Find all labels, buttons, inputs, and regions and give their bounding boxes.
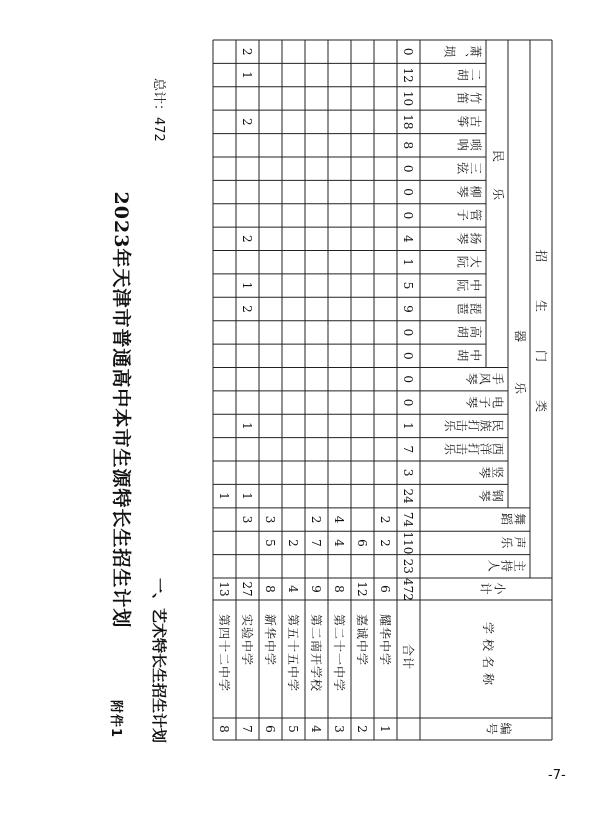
column-header: 三弦 bbox=[456, 160, 482, 175]
data-cell: 0 bbox=[401, 398, 416, 407]
data-cell: 4 bbox=[401, 235, 416, 243]
column-header: 管子 bbox=[456, 207, 482, 222]
row-number: 6 bbox=[263, 725, 278, 733]
header-school: 学校名称 bbox=[481, 622, 495, 691]
data-cell: 1 bbox=[401, 422, 416, 430]
data-cell: 1 bbox=[240, 71, 255, 79]
school-name: 第二南开学校 bbox=[309, 614, 324, 693]
data-cell: 0 bbox=[401, 351, 416, 360]
data-cell: 0 bbox=[401, 47, 416, 56]
header-instrument: 器乐 bbox=[513, 330, 527, 435]
column-header: 大阮 bbox=[456, 254, 482, 269]
column-header: 柳琴 bbox=[456, 184, 482, 199]
column-header: 扬琴 bbox=[456, 230, 482, 245]
row-number: 8 bbox=[217, 725, 232, 733]
data-cell: 74 bbox=[401, 511, 416, 528]
data-cell: 9 bbox=[401, 305, 416, 313]
data-cell: 1 bbox=[240, 422, 255, 430]
subtotal-cell: 27 bbox=[240, 581, 255, 597]
data-cell: 2 bbox=[240, 235, 255, 243]
row-number: 2 bbox=[355, 725, 370, 733]
data-cell: 4 bbox=[332, 539, 347, 547]
data-cell: 10 bbox=[401, 90, 416, 107]
school-name: 第五十五中学 bbox=[286, 614, 301, 693]
row-number: 1 bbox=[378, 725, 393, 733]
data-cell: 7 bbox=[401, 445, 416, 454]
data-cell: 2 bbox=[240, 118, 255, 126]
data-cell: 2 bbox=[378, 539, 393, 547]
data-cell: 2 bbox=[309, 515, 324, 524]
column-header: 西洋打击乐 bbox=[444, 441, 504, 456]
data-cell: 3 bbox=[240, 515, 255, 524]
data-cell: 1 bbox=[240, 492, 255, 500]
data-cell: 23 bbox=[401, 558, 416, 574]
data-cell: 3 bbox=[401, 468, 416, 477]
row-number: 4 bbox=[309, 725, 324, 733]
header-no: 编号 bbox=[484, 721, 512, 735]
subtotal-cell: 13 bbox=[217, 581, 232, 597]
data-cell: 7 bbox=[309, 539, 324, 547]
column-header: 唢呐 bbox=[456, 137, 482, 152]
column-header: 钢琴 bbox=[478, 488, 504, 503]
page-title: 2023年天津市普通高中本市生源特长生招生计划 bbox=[110, 191, 132, 629]
school-name: 耀华中学 bbox=[378, 614, 393, 667]
data-cell: 4 bbox=[332, 515, 347, 524]
data-cell: 3 bbox=[263, 515, 278, 524]
subtotal-cell: 6 bbox=[378, 585, 393, 593]
subtotal-cell: 8 bbox=[332, 585, 347, 593]
school-name: 新华中学 bbox=[263, 614, 278, 667]
row-number: 7 bbox=[240, 725, 255, 733]
data-cell: 5 bbox=[263, 539, 278, 547]
data-cell: 1 bbox=[217, 492, 232, 500]
data-cell: 1 bbox=[401, 258, 416, 267]
school-name: 实验中学 bbox=[240, 614, 255, 667]
summary-label: 合计 bbox=[401, 644, 416, 671]
header-folk: 民乐 bbox=[491, 150, 505, 227]
data-cell: 0 bbox=[401, 164, 416, 173]
data-cell: 0 bbox=[401, 188, 416, 196]
data-cell: 1 bbox=[240, 281, 255, 290]
column-header: 声乐 bbox=[500, 534, 526, 549]
row-number: 3 bbox=[332, 725, 347, 733]
data-cell: 110 bbox=[401, 531, 416, 555]
subtotal-cell: 12 bbox=[355, 581, 370, 597]
data-cell: 18 bbox=[401, 114, 416, 130]
column-header: 主持人 bbox=[487, 558, 526, 573]
school-name: 第二十一中学 bbox=[332, 614, 347, 693]
data-cell: 0 bbox=[401, 211, 416, 220]
column-header: 高胡 bbox=[456, 324, 482, 339]
data-cell: 2 bbox=[240, 305, 255, 313]
data-cell: 2 bbox=[286, 539, 301, 547]
data-cell: 6 bbox=[355, 539, 370, 547]
page-number: -7- bbox=[548, 768, 566, 783]
section-heading: 一、艺术特长生招生计划 bbox=[150, 578, 168, 744]
subtotal-cell: 4 bbox=[286, 585, 301, 593]
data-cell: 8 bbox=[401, 141, 416, 150]
header-major: 招生门类 bbox=[534, 250, 548, 451]
school-name: 嘉诚中学 bbox=[355, 614, 370, 667]
subtotal-cell: 8 bbox=[263, 585, 278, 593]
column-header: 琵琶 bbox=[456, 301, 482, 315]
total-count: 总计：472 bbox=[151, 78, 166, 142]
data-cell: 24 bbox=[401, 488, 416, 504]
school-name: 第四十二中学 bbox=[217, 614, 232, 693]
data-cell: 0 bbox=[401, 375, 416, 383]
column-header: 民族打击乐 bbox=[444, 417, 504, 432]
subtotal-cell: 472 bbox=[401, 578, 416, 601]
column-header: 中阮 bbox=[456, 277, 482, 292]
subtotal-cell: 9 bbox=[309, 585, 324, 593]
data-cell: 12 bbox=[401, 67, 416, 83]
column-header: 舞蹈 bbox=[500, 511, 526, 526]
column-header: 二胡 bbox=[456, 67, 482, 82]
row-number: 5 bbox=[286, 725, 301, 733]
data-cell: 2 bbox=[240, 47, 255, 56]
column-header: 中胡 bbox=[456, 347, 482, 362]
column-header: 手风琴 bbox=[465, 371, 504, 386]
column-header: 萧、埙 bbox=[443, 43, 482, 58]
data-cell: 5 bbox=[401, 281, 416, 290]
column-header: 竖琴 bbox=[478, 464, 504, 479]
column-header: 古筝 bbox=[456, 113, 482, 128]
column-header: 电子琴 bbox=[465, 394, 504, 409]
appendix-label: 附件1 bbox=[108, 700, 123, 739]
header-subtotal: 小计 bbox=[478, 581, 506, 595]
data-cell: 2 bbox=[378, 515, 393, 524]
data-cell: 0 bbox=[401, 328, 416, 337]
column-header: 竹笛 bbox=[456, 90, 482, 105]
